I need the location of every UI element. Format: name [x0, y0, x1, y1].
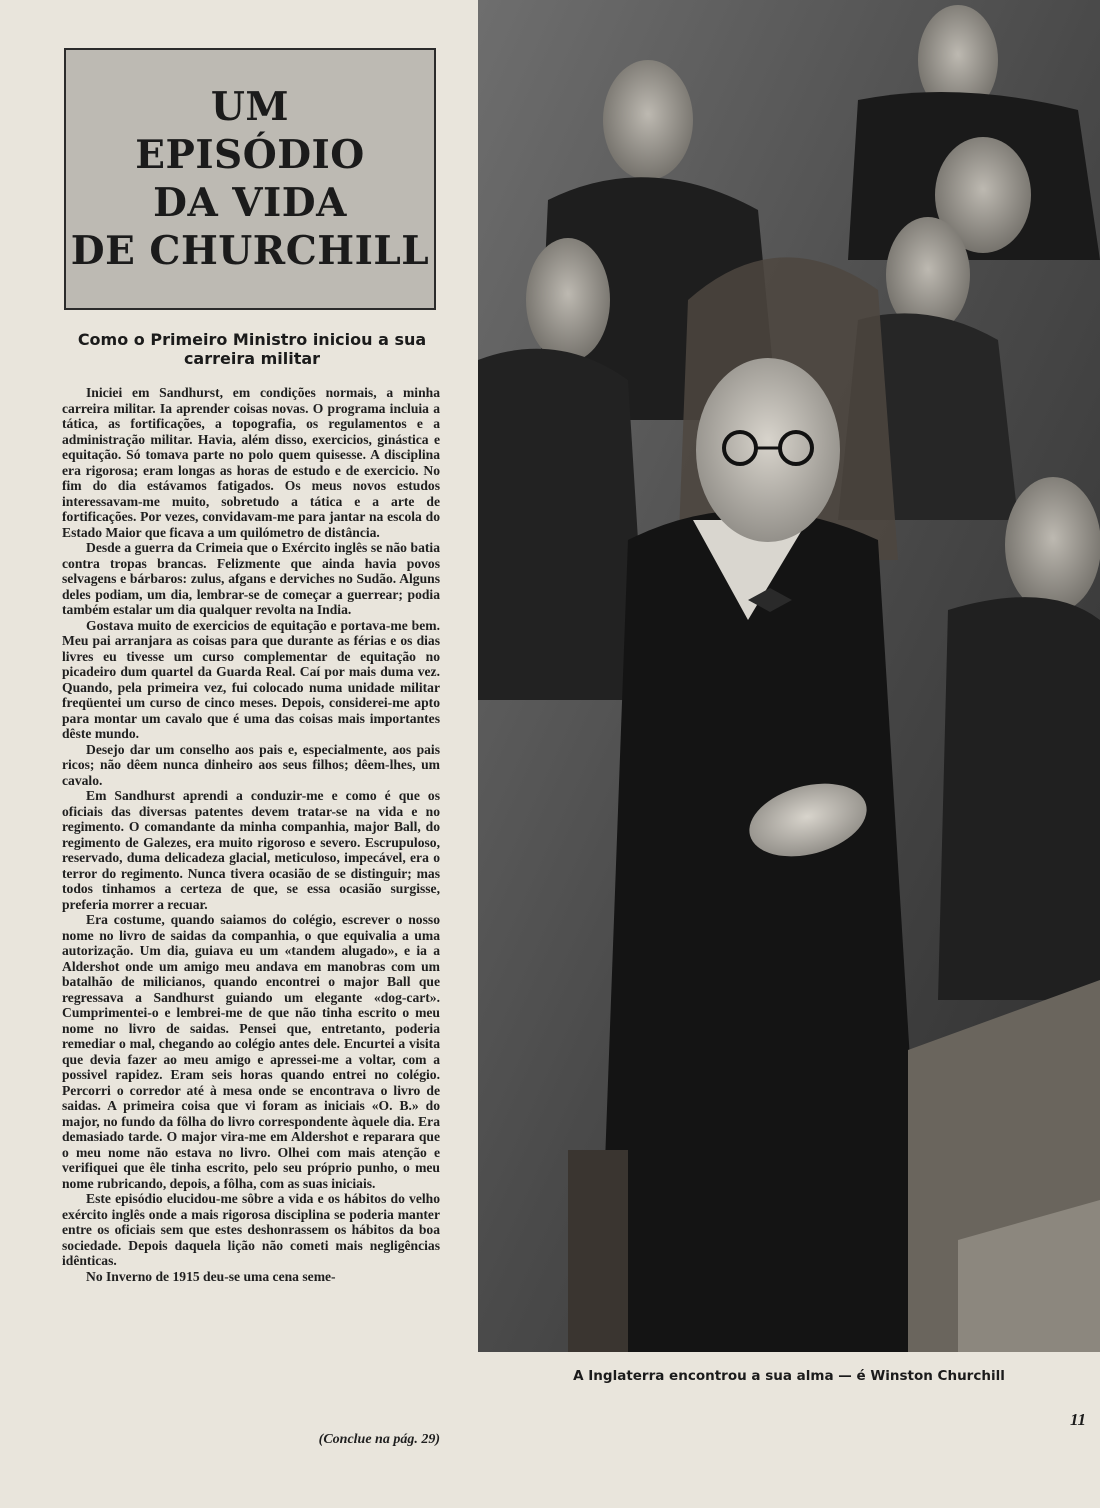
article-body	[62, 385, 440, 1284]
paragraph: Desde a guerra da Crimeia que o Exército inglês se não batia contra tropas brancas. Felizmente que ainda havia povos selvagens e bárbaros: zulus, afgans e derviches no Sudão. Alguns deles podiam, um dia, lembrar-se de começar a guerrear; podia também estalar um dia qualquer revolta na India.	[62, 540, 440, 617]
title-box	[64, 48, 436, 310]
title-line: DE CHURCHILL	[70, 228, 430, 274]
paragraph: No Inverno de 1915 deu-se uma cena seme-	[86, 1268, 336, 1284]
paragraph: Iniciei em Sandhurst, em condições normais, a minha carreira militar. Ia aprender coisas novas. O programa incluia a tática, as fortificações, a topografia, os regulamentos e a administração militar. Havia, além disso, exercicios, ginástica e equitação. Só tomava parte no polo quem quisesse. A disciplina era rigorosa; eram longas as horas de estudo e de exercicio. No fim do dia estávamos fatigados. Os meus novos estudos interessavam-me muito, sobretudo a tática e a arte de fortificações. Por vezes, convidavam-me para jantar na escola do Estado Maior que ficava a um quilómetro de distância.	[62, 385, 440, 540]
photo-illustration	[478, 0, 1100, 1352]
paragraph: Em Sandhurst aprendi a conduzir-me e como é que os oficiais das diversas patentes devem tratar-se na vida e no regimento. O comandante da minha companhia, major Ball, do regimento de Galezes, era muito rigoroso e severo. Escrupuloso, reservado, duma delicadeza glacial, meticuloso, impecável, era o terror do regimento. Nunca tivera ocasião de se distinguir; mas todos tinhamos a certeza de que, se essa ocasião surgisse, preferia morrer a recuar.	[62, 788, 440, 912]
title-line: EPISÓDIO	[135, 132, 365, 178]
paragraph: Este episódio elucidou-me sôbre a vida e os hábitos do velho exército inglês onde a mais rigorosa disciplina se poderia manter entre os oficiais sem que estes deshonrassem os hábitos da boa sociedade. Depois daquela lição não cometi mais negligências idênticas.	[62, 1191, 440, 1268]
title-line: UM	[210, 84, 290, 130]
paragraph: Gostava muito de exercicios de equitação e portava-me bem. Meu pai arranjara as coisas para que durante as férias e os dias livres eu tivesse um curso complementar de equitação no picadeiro dum quartel da Guarda Real. Caí por mais duma vez. Quando, pela primeira vez, fui colocado numa unidade militar freqüentei um curso de cinco meses. Depois, considerei-me apto para montar um cavalo que é uma das coisas mais importantes dêste mundo.	[62, 617, 440, 741]
continuation-note: (Conclue na pág. 29)	[318, 1432, 440, 1447]
churchill-photo	[478, 0, 1100, 1352]
page-number: 11	[1069, 1410, 1086, 1429]
paragraph: Era costume, quando saiamos do colégio, escrever o nosso nome no livro de saidas da companhia, o que equivalia a uma autorização. Um dia, guiava eu um «tandem alugado», e ia a Aldershot onde um amigo meu andava em manobras com um batalhão de milicianos, quando encontrei o major Ball que regressava a Sandhurst guiando um elegante «dog-cart». Cumprimentei-o e lembrei-me de que não tinha escrito o meu nome no livro de saidas. Pensei que, entretanto, poderia remediar o mal, chegando ao colégio antes dele. Encurtei a visita que devia fazer ao meu amigo e apressei-me a voltar, com a possivel rapidez. Eram seis horas quando entrei no colégio. Percorri o corredor até à mesa onde se encontrava o livro de saidas. A primeira coisa que vi foram as iniciais «O. B.» do major, no fundo da fôlha do livro correspondente àquele dia. Era demasiado tarde. O major vira-me em Aldershot e reparara que o meu nome não estava no livro. Olhei com mais atenção e verifiquei que êle tinha escrito, pelo seu próprio punho, o meu nome rubricando, depois, a fôlha, com as suas iniciais.	[62, 912, 440, 1191]
article-subtitle: Como o Primeiro Ministro iniciou a sua carreira militar	[77, 330, 427, 368]
paragraph: Desejo dar um conselho aos pais e, especialmente, aos pais ricos; não dêem nunca dinheiro aos seus filhos; dêem-lhes, um cavalo.	[62, 741, 440, 788]
title-line: DA VIDA	[153, 180, 347, 226]
photo-caption: A Inglaterra encontrou a sua alma — é Winston Churchill	[573, 1368, 1005, 1384]
